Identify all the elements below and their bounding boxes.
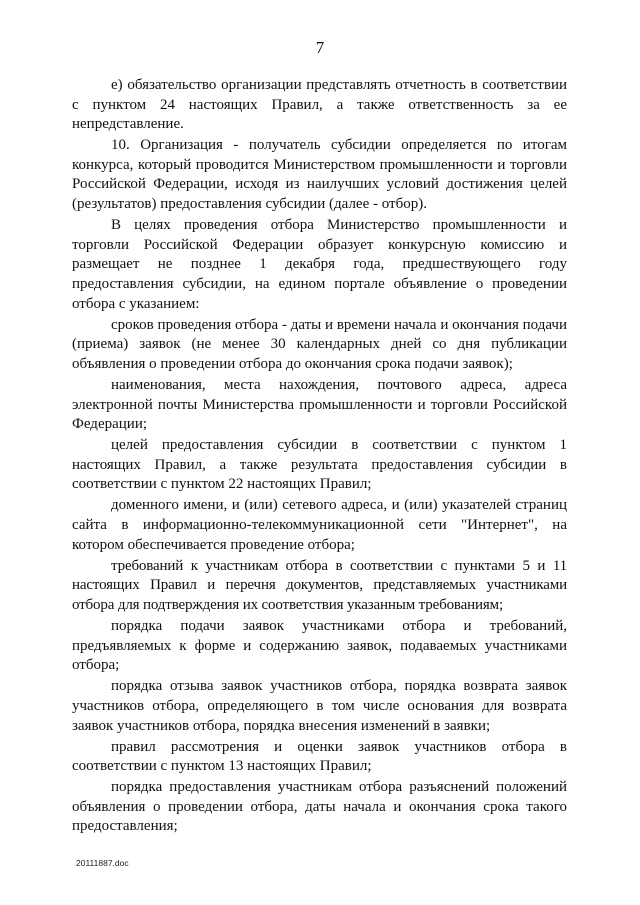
- document-body: [72, 76, 567, 839]
- paragraph-recipient-selection: 10. Организация - получатель субсидии определяется по итогам конкурса, который проводится Министерством промышленности и торговли Российской Федерации, исходя из наилучших условий достижения целей (результатов) предоставления субсидии (далее - отбор).: [72, 137, 567, 213]
- list-item-evaluation-rules: правил рассмотрения и оценки заявок участников отбора в соответствии с пунктом 13 настоящих Правил;: [72, 738, 567, 775]
- list-item-ministry-contacts: наименования, места нахождения, почтового адреса, адреса электронной почты Министерства промышленности и торговли Российской Федерации;: [72, 376, 567, 433]
- list-item-subsidy-goals: целей предоставления субсидии в соответствии с пунктом 1 настоящих Правил, а также результата предоставления субсидии в соответствии с пунктом 22 настоящих Правил;: [72, 437, 567, 493]
- list-item-selection-terms: сроков проведения отбора - даты и времени начала и окончания подачи (приема) заявок (не менее 30 календарных дней со дня публикации объявления о проведении отбора до окончания срока подачи заявок);: [72, 316, 567, 372]
- list-item-application-procedure: порядка подачи заявок участниками отбора и требований, предъявляемых к форме и содержанию заявок, подаваемых участниками отбора;: [72, 618, 567, 674]
- list-item-domain-name: доменного имени, и (или) сетевого адреса, и (или) указателей страниц сайта в информационно-телекоммуникационной сети "Интернет", на котором обеспечивается проведение отбора;: [72, 497, 567, 553]
- file-name-footer: 20111887.doc: [76, 858, 129, 868]
- list-item-withdrawal-procedure: порядка отзыва заявок участников отбора, порядка возврата заявок участников отбора, определяющего в том числе основания для возврата заявок участников отбора, порядка внесения изменений в заявки;: [72, 678, 567, 734]
- paragraph-selection-announcement: В целях проведения отбора Министерство промышленности и торговли Российской Федерации образует конкурсную комиссию и размещает не позднее 1 декабря года, предшествующего году предоставления субсидии, на едином портале объявление о проведении отбора с указанием:: [72, 217, 567, 312]
- paragraph-obligation-reporting: е) обязательство организации представлять отчетность в соответствии с пунктом 24 настоящих Правил, а также ответственность за ее непредставление.: [72, 77, 567, 133]
- list-item-clarification-procedure: порядка предоставления участникам отбора разъяснений положений объявления о проведении отбора, даты начала и окончания срока такого предоставления;: [72, 779, 567, 835]
- list-item-participant-requirements: требований к участникам отбора в соответствии с пунктами 5 и 11 настоящих Правил и перечня документов, представляемых участниками отбора для подтверждения их соответствия указанным требованиям;: [72, 557, 567, 613]
- page-number: 7: [315, 38, 325, 57]
